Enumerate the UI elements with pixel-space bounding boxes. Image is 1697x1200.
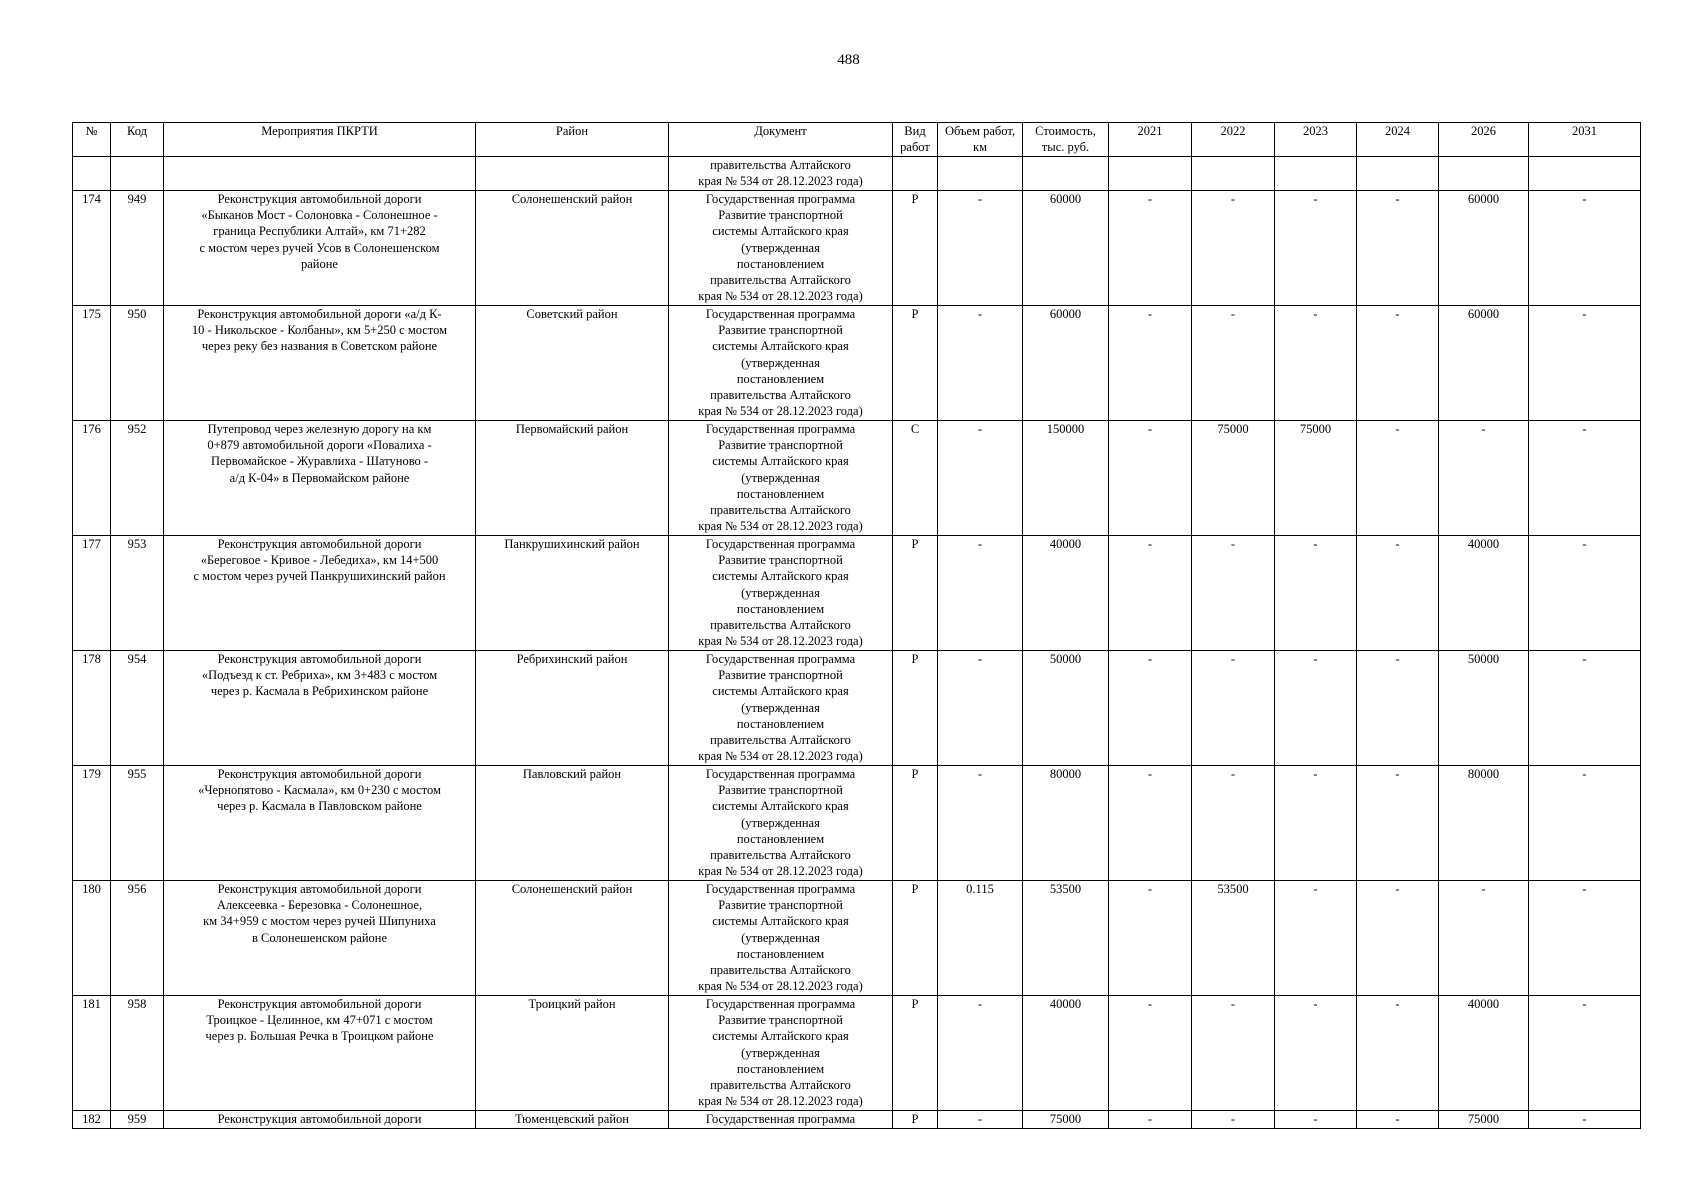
cell-line: постановлением	[736, 831, 825, 846]
row-number-cell: 178	[73, 651, 111, 766]
cell-line: «Подъезд к ст. Ребриха», км 3+483 с мостом	[201, 668, 438, 683]
district-cell: Тюменцевский район	[476, 1111, 669, 1129]
header-cell: Мероприятия ПКРТИ	[164, 123, 476, 157]
district-cell: Павловский район	[476, 766, 669, 881]
cell-line: Реконструкция автомобильной дороги	[217, 652, 422, 666]
cell-line: а/д К-04» в Первомайском районе	[229, 470, 410, 485]
year-2031-cell: -	[1529, 1111, 1641, 1129]
volume-cell: -	[938, 306, 1023, 421]
code-cell: 952	[111, 421, 164, 536]
document-cell	[669, 421, 893, 536]
table-body	[73, 157, 1641, 1129]
cell-line: края № 534 от 28.12.2023 года)	[698, 634, 863, 649]
table-cell	[1275, 157, 1357, 191]
year-2026-cell: 80000	[1439, 766, 1529, 881]
cell-line: системы Алтайского края	[712, 569, 849, 584]
year-2022-cell: 53500	[1192, 881, 1275, 996]
cell-line: (утвержденная	[741, 815, 820, 830]
header-cell: Район	[476, 123, 669, 157]
cell-line: правительства Алтайского	[710, 963, 851, 978]
cell-line: постановлением	[736, 371, 825, 386]
cell-line: Реконструкция автомобильной дороги	[217, 767, 422, 781]
cell-line: «Быканов Мост - Солоновка - Солонешное -	[201, 208, 438, 223]
cell-line: Реконструкция автомобильной дороги «а/д К-	[197, 307, 442, 321]
cost-cell: 53500	[1023, 881, 1109, 996]
work-type-cell: Р	[893, 651, 938, 766]
cell-line: края № 534 от 28.12.2023 года)	[698, 864, 863, 879]
year-2031-cell: -	[1529, 421, 1641, 536]
cell-line: постановлением	[736, 486, 825, 501]
table-row	[73, 191, 1641, 306]
year-2022-cell: -	[1192, 651, 1275, 766]
year-2021-cell: -	[1109, 996, 1192, 1111]
district-cell: Троицкий район	[476, 996, 669, 1111]
cell-line: Реконструкция автомобильной дороги	[217, 882, 422, 896]
cell-line: через р. Большая Речка в Троицком районе	[205, 1029, 434, 1044]
table-row	[73, 536, 1641, 651]
volume-cell: -	[938, 766, 1023, 881]
code-cell: 959	[111, 1111, 164, 1129]
header-cell: Стоимость, тыс. руб.	[1023, 123, 1109, 157]
year-2031-cell: -	[1529, 996, 1641, 1111]
header-cell: 2031	[1529, 123, 1641, 157]
work-type-cell: Р	[893, 1111, 938, 1129]
cell-line: Развитие транспортной	[718, 898, 843, 913]
year-2022-cell: -	[1192, 996, 1275, 1111]
year-2026-cell: 40000	[1439, 536, 1529, 651]
event-cell	[164, 191, 476, 306]
cell-line: Развитие транспортной	[718, 208, 843, 223]
year-2021-cell: -	[1109, 651, 1192, 766]
table-row	[73, 881, 1641, 996]
cell-line: через р. Касмала в Ребрихинском районе	[210, 684, 429, 699]
year-2026-cell: -	[1439, 881, 1529, 996]
year-2024-cell: -	[1357, 1111, 1439, 1129]
document-cell	[669, 651, 893, 766]
cell-line: системы Алтайского края	[712, 339, 849, 354]
cost-cell: 80000	[1023, 766, 1109, 881]
table-cell	[893, 157, 938, 191]
cell-line: правительства Алтайского	[710, 848, 851, 863]
year-2021-cell: -	[1109, 536, 1192, 651]
cell-line: Развитие транспортной	[718, 323, 843, 338]
document-cell	[669, 536, 893, 651]
projects-table	[72, 122, 1641, 1129]
cell-line: края № 534 от 28.12.2023 года)	[698, 289, 863, 304]
cell-line: Развитие транспортной	[718, 1013, 843, 1028]
year-2024-cell: -	[1357, 536, 1439, 651]
cell-line: Государственная программа	[705, 997, 856, 1011]
event-cell	[164, 536, 476, 651]
cell-line: правительства Алтайского	[710, 503, 851, 518]
cell-line: Государственная программа	[705, 767, 856, 781]
cell-line: края № 534 от 28.12.2023 года)	[698, 749, 863, 764]
row-number-cell: 181	[73, 996, 111, 1111]
table-cell	[164, 157, 476, 191]
year-2023-cell: -	[1275, 881, 1357, 996]
year-2024-cell: -	[1357, 881, 1439, 996]
cell-line: системы Алтайского края	[712, 454, 849, 469]
year-2024-cell: -	[1357, 191, 1439, 306]
district-cell: Панкрушихинский район	[476, 536, 669, 651]
cell-line: постановлением	[736, 1061, 825, 1076]
cell-line: через реку без названия в Советском районе	[201, 339, 438, 354]
header-cell: Вид работ	[893, 123, 938, 157]
cell-line: Реконструкция автомобильной дороги	[217, 997, 422, 1011]
volume-cell: -	[938, 421, 1023, 536]
year-2023-cell: -	[1275, 536, 1357, 651]
year-2021-cell: -	[1109, 1111, 1192, 1129]
code-cell: 956	[111, 881, 164, 996]
cell-line: в Солонешенском районе	[251, 930, 388, 945]
year-2031-cell: -	[1529, 766, 1641, 881]
year-2023-cell: -	[1275, 306, 1357, 421]
volume-cell: -	[938, 996, 1023, 1111]
code-cell: 949	[111, 191, 164, 306]
year-2031-cell: -	[1529, 536, 1641, 651]
cell-line: 0+879 автомобильной дороги «Повалиха -	[207, 438, 432, 453]
table-cell	[111, 157, 164, 191]
cell-line: системы Алтайского края	[712, 1029, 849, 1044]
row-number-cell: 180	[73, 881, 111, 996]
row-number-cell: 175	[73, 306, 111, 421]
document-cell	[669, 881, 893, 996]
year-2026-cell: 60000	[1439, 306, 1529, 421]
table-cell	[1357, 157, 1439, 191]
cell-line: постановлением	[736, 601, 825, 616]
table-cell	[1529, 157, 1641, 191]
cost-cell: 150000	[1023, 421, 1109, 536]
cell-line: Развитие транспортной	[718, 783, 843, 798]
year-2026-cell: 60000	[1439, 191, 1529, 306]
volume-cell: -	[938, 536, 1023, 651]
district-cell: Ребрихинский район	[476, 651, 669, 766]
cell-line: через р. Касмала в Павловском районе	[217, 799, 422, 814]
table-cell	[476, 157, 669, 191]
code-cell: 955	[111, 766, 164, 881]
cell-line: системы Алтайского края	[712, 224, 849, 239]
year-2031-cell: -	[1529, 881, 1641, 996]
event-cell	[164, 1111, 476, 1129]
cell-line: Государственная программа	[705, 307, 856, 321]
row-number-cell: 176	[73, 421, 111, 536]
cell-line: системы Алтайского края	[712, 914, 849, 929]
cell-line: (утвержденная	[741, 355, 820, 370]
cell-line: (утвержденная	[741, 470, 820, 485]
table-row	[73, 651, 1641, 766]
header-cell: 2026	[1439, 123, 1529, 157]
cost-cell: 60000	[1023, 191, 1109, 306]
cell-line: края № 534 от 28.12.2023 года)	[698, 404, 863, 419]
year-2022-cell: 75000	[1192, 421, 1275, 536]
event-cell	[164, 421, 476, 536]
cell-line: постановлением	[736, 716, 825, 731]
header-cell: Объем работ, км	[938, 123, 1023, 157]
document-cell	[669, 191, 893, 306]
work-type-cell: Р	[893, 191, 938, 306]
cell-line: постановлением	[736, 256, 825, 271]
district-cell: Советский район	[476, 306, 669, 421]
cell-line: Троицкое - Целинное, км 47+071 с мостом	[206, 1013, 433, 1028]
event-cell	[164, 996, 476, 1111]
table-cell	[73, 157, 111, 191]
year-2023-cell: -	[1275, 1111, 1357, 1129]
cell-line: Государственная программа	[705, 652, 856, 666]
cell-line: граница Республики Алтай», км 71+282	[213, 224, 426, 239]
cost-cell: 60000	[1023, 306, 1109, 421]
cell-line: с мостом через ручей Усов в Солонешенском	[199, 240, 440, 255]
year-2021-cell: -	[1109, 306, 1192, 421]
cost-cell: 50000	[1023, 651, 1109, 766]
code-cell: 954	[111, 651, 164, 766]
table-row	[73, 1111, 1641, 1129]
cell-line: правительства Алтайского	[710, 618, 851, 633]
table-row	[73, 766, 1641, 881]
cell-line: 10 - Никольское - Колбаны», км 5+250 с мостом	[191, 323, 448, 338]
work-type-cell: Р	[893, 766, 938, 881]
document-cell	[669, 1111, 893, 1129]
row-number-cell: 182	[73, 1111, 111, 1129]
table-row	[73, 996, 1641, 1111]
cell-line: (утвержденная	[741, 240, 820, 255]
year-2024-cell: -	[1357, 651, 1439, 766]
cell-line: правительства Алтайского	[710, 158, 851, 172]
year-2031-cell: -	[1529, 191, 1641, 306]
event-cell	[164, 766, 476, 881]
district-cell: Солонешенский район	[476, 881, 669, 996]
cell-line: Государственная программа	[705, 1112, 856, 1126]
event-cell	[164, 306, 476, 421]
year-2022-cell: -	[1192, 191, 1275, 306]
year-2024-cell: -	[1357, 306, 1439, 421]
year-2031-cell: -	[1529, 306, 1641, 421]
cell-line: с мостом через ручей Панкрушихинский район	[193, 569, 446, 584]
year-2021-cell: -	[1109, 766, 1192, 881]
code-cell: 950	[111, 306, 164, 421]
work-type-cell: Р	[893, 881, 938, 996]
cell-line: края № 534 от 28.12.2023 года)	[698, 519, 863, 534]
cell-line: правительства Алтайского	[710, 1078, 851, 1093]
table-cell	[938, 157, 1023, 191]
cell-line: правительства Алтайского	[710, 273, 851, 288]
document-cell	[669, 766, 893, 881]
year-2023-cell: -	[1275, 766, 1357, 881]
header-cell: 2021	[1109, 123, 1192, 157]
document-cell	[669, 306, 893, 421]
year-2026-cell: 40000	[1439, 996, 1529, 1111]
cell-line: Реконструкция автомобильной дороги	[217, 192, 422, 206]
event-cell	[164, 881, 476, 996]
cell-line: (утвержденная	[741, 1045, 820, 1060]
volume-cell: -	[938, 651, 1023, 766]
cell-line: Реконструкция автомобильной дороги	[217, 537, 422, 551]
cell-line: Путепровод через железную дорогу на км	[207, 422, 432, 436]
cell-line: Государственная программа	[705, 882, 856, 896]
header-cell: 2023	[1275, 123, 1357, 157]
cell-line: системы Алтайского края	[712, 799, 849, 814]
volume-cell: -	[938, 191, 1023, 306]
year-2021-cell: -	[1109, 191, 1192, 306]
table-row	[73, 306, 1641, 421]
header-cell: Код	[111, 123, 164, 157]
cell-line: Государственная программа	[705, 422, 856, 436]
year-2022-cell: -	[1192, 1111, 1275, 1129]
code-cell: 958	[111, 996, 164, 1111]
year-2024-cell: -	[1357, 421, 1439, 536]
header-cell: №	[73, 123, 111, 157]
year-2024-cell: -	[1357, 996, 1439, 1111]
cell-line: «Береговое - Кривое - Лебедиха», км 14+500	[200, 553, 439, 568]
page-number: 488	[837, 52, 860, 68]
district-cell: Солонешенский район	[476, 191, 669, 306]
cost-cell: 40000	[1023, 996, 1109, 1111]
year-2022-cell: -	[1192, 536, 1275, 651]
year-2021-cell: -	[1109, 881, 1192, 996]
header-cell: 2024	[1357, 123, 1439, 157]
header-cell: 2022	[1192, 123, 1275, 157]
cell-line: правительства Алтайского	[710, 388, 851, 403]
header-row	[73, 123, 1641, 157]
year-2023-cell: 75000	[1275, 421, 1357, 536]
table-row	[73, 421, 1641, 536]
document-cell	[669, 996, 893, 1111]
year-2026-cell: -	[1439, 421, 1529, 536]
table-cell	[1439, 157, 1529, 191]
cell-line: Развитие транспортной	[718, 668, 843, 683]
cell-line: (утвержденная	[741, 700, 820, 715]
row-number-cell: 177	[73, 536, 111, 651]
year-2022-cell: -	[1192, 766, 1275, 881]
event-cell	[164, 651, 476, 766]
header-cell: Документ	[669, 123, 893, 157]
table-cell	[1109, 157, 1192, 191]
cell-line: км 34+959 с мостом через ручей Шипуниха	[203, 914, 436, 929]
year-2031-cell: -	[1529, 651, 1641, 766]
cost-cell: 75000	[1023, 1111, 1109, 1129]
table-cell	[1023, 157, 1109, 191]
work-type-cell: С	[893, 421, 938, 536]
cell-line: Развитие транспортной	[718, 438, 843, 453]
code-cell: 953	[111, 536, 164, 651]
year-2023-cell: -	[1275, 191, 1357, 306]
cell-line: Развитие транспортной	[718, 553, 843, 568]
continuation-row	[73, 157, 1641, 191]
year-2022-cell: -	[1192, 306, 1275, 421]
cost-cell: 40000	[1023, 536, 1109, 651]
cell-line: Государственная программа	[705, 537, 856, 551]
year-2024-cell: -	[1357, 766, 1439, 881]
year-2023-cell: -	[1275, 651, 1357, 766]
cell-line: края № 534 от 28.12.2023 года)	[698, 174, 863, 189]
cell-line: «Чернопятово - Касмала», км 0+230 с мостом	[198, 783, 441, 798]
cell-line: Первомайское - Журавлиха - Шатуново -	[210, 454, 429, 469]
cell-line: края № 534 от 28.12.2023 года)	[698, 1094, 863, 1109]
year-2021-cell: -	[1109, 421, 1192, 536]
work-type-cell: Р	[893, 996, 938, 1111]
cell-line: постановлением	[736, 946, 825, 961]
year-2026-cell: 50000	[1439, 651, 1529, 766]
cell-line: Государственная программа	[705, 192, 856, 206]
work-type-cell: Р	[893, 306, 938, 421]
cell-line: системы Алтайского края	[712, 684, 849, 699]
cell-line: районе	[301, 256, 338, 271]
table-cell	[1192, 157, 1275, 191]
document-cell	[669, 157, 893, 191]
cell-line: (утвержденная	[741, 585, 820, 600]
volume-cell: 0.115	[938, 881, 1023, 996]
row-number-cell: 179	[73, 766, 111, 881]
district-cell: Первомайский район	[476, 421, 669, 536]
work-type-cell: Р	[893, 536, 938, 651]
year-2026-cell: 75000	[1439, 1111, 1529, 1129]
year-2023-cell: -	[1275, 996, 1357, 1111]
cell-line: Реконструкция автомобильной дороги	[217, 1112, 422, 1126]
volume-cell: -	[938, 1111, 1023, 1129]
cell-line: (утвержденная	[741, 930, 820, 945]
row-number-cell: 174	[73, 191, 111, 306]
cell-line: правительства Алтайского	[710, 733, 851, 748]
cell-line: края № 534 от 28.12.2023 года)	[698, 979, 863, 994]
cell-line: Алексеевка - Березовка - Солонешное,	[216, 898, 423, 913]
